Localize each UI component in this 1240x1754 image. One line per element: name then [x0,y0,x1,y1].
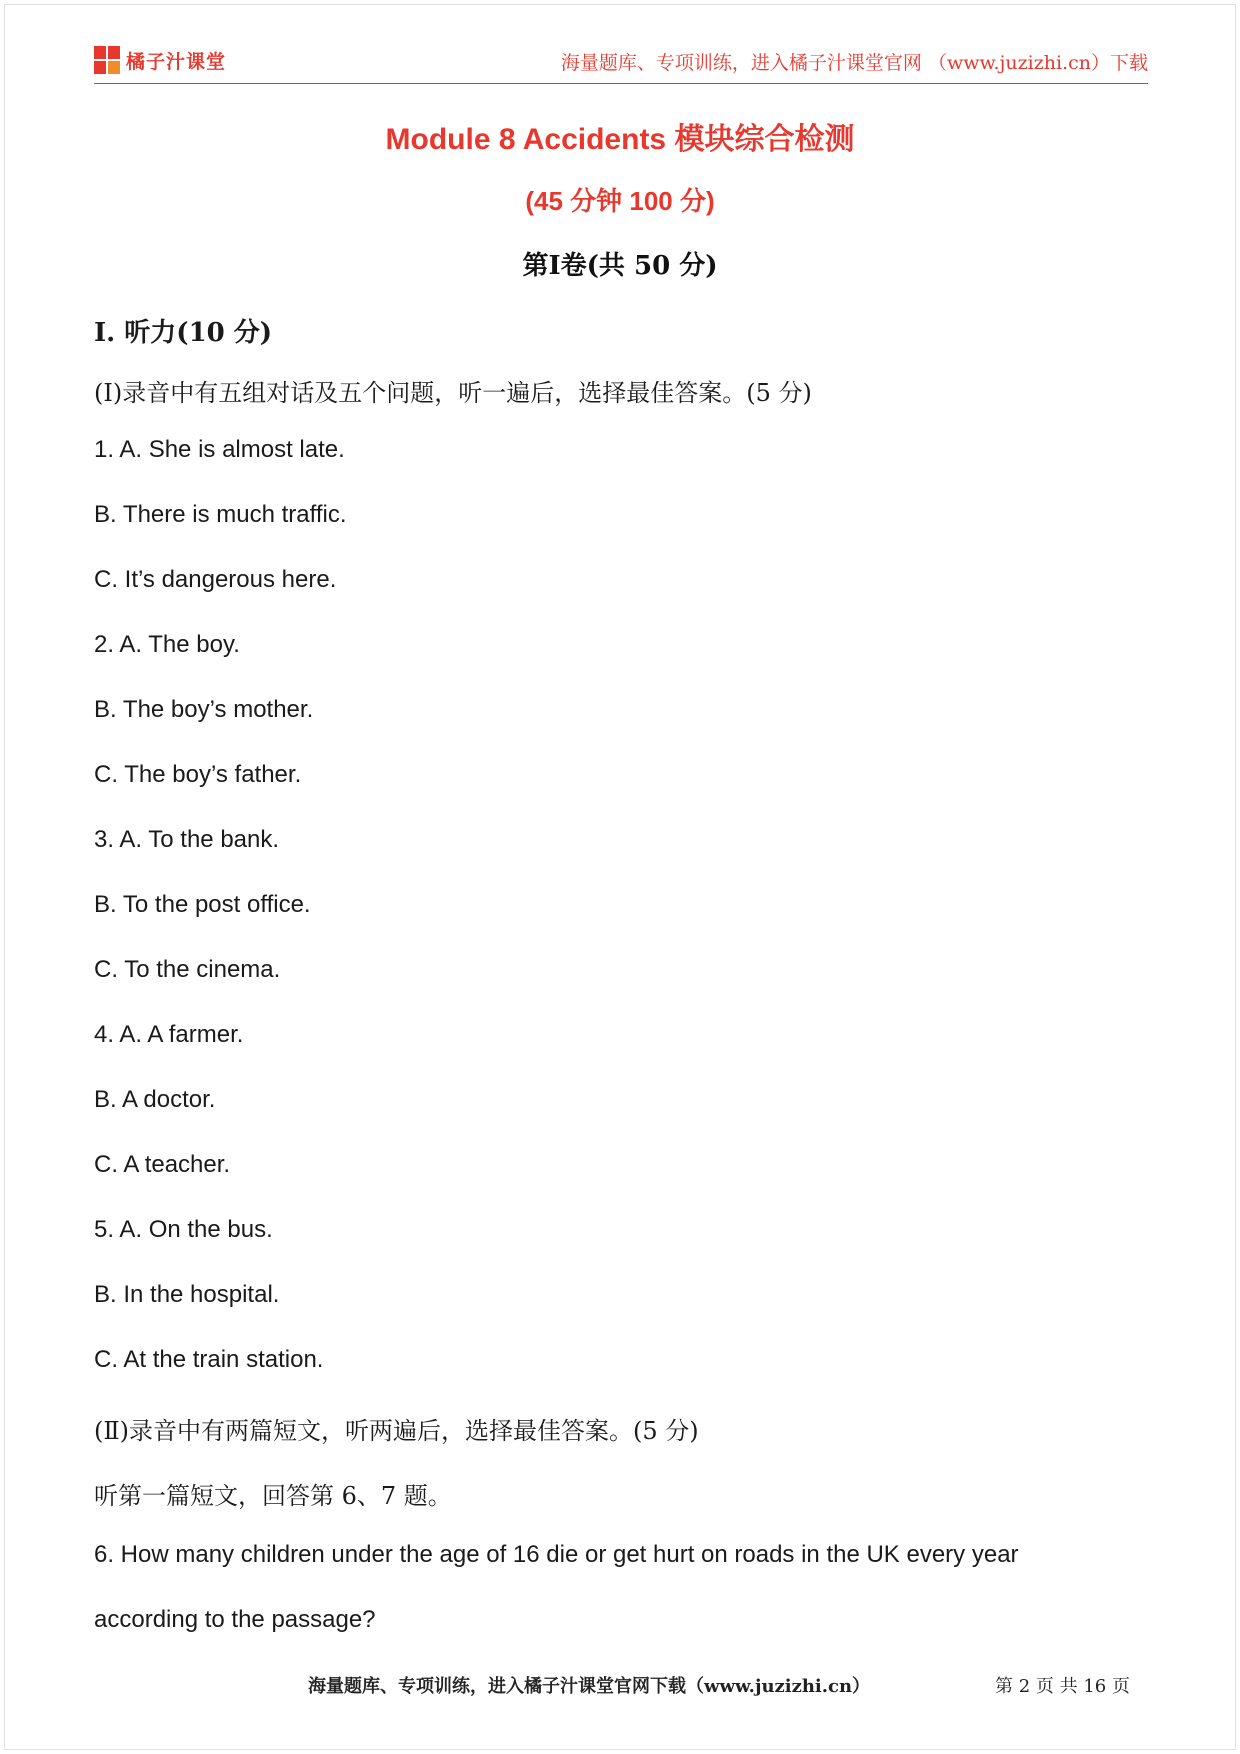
page-title: Module 8 Accidents 模块综合检测 [385,123,855,156]
question-4-option-b: B. A doctor. [94,1086,216,1113]
part-heading: Ⅰ. 听力(10 分) [94,318,273,348]
question-1-option-a: 1. A. She is almost late. [94,436,345,463]
question-1-option-c: C. It’s dangerous here. [94,566,337,593]
passage-1-instruction: 听第一篇短文，回答第 6、7 题。 [94,1482,452,1510]
question-4-option-c: C. A teacher. [94,1151,231,1178]
header-tagline: 海量题库、专项训练，进入橘子汁课堂官网 （www.juzizhi.cn）下载 [560,52,1148,74]
question-3-option-c: C. To the cinema. [94,956,281,983]
question-5-option-c: C. At the train station. [94,1346,324,1373]
section-title: 第Ⅰ卷(共 50 分) [522,251,718,281]
header-divider [94,83,1148,84]
question-4-option-a: 4. A. A farmer. [94,1021,244,1048]
sub-instruction-1: (Ⅰ)录音中有五组对话及五个问题，听一遍后，选择最佳答案。(5 分) [94,379,812,407]
question-3-option-a: 3. A. To the bank. [94,826,280,853]
question-5-option-a: 5. A. On the bus. [94,1216,273,1243]
question-2-option-c: C. The boy’s father. [94,761,302,788]
page-subtitle: (45 分钟 100 分) [525,186,715,216]
question-5-option-b: B. In the hospital. [94,1281,280,1308]
logo [94,44,226,76]
question-2-option-a: 2. A. The boy. [94,631,240,658]
question-6-text: 6. How many children under the age of 16 die or get hurt on roads in the UK every year [94,1541,1019,1568]
logo-text: 橘子汁课堂 [126,50,227,73]
footer-tagline: 海量题库、专项训练，进入橘子汁课堂官网下载（www.juzizhi.cn） [308,1676,871,1697]
question-6-text-continued: according to the passage? [94,1606,376,1633]
question-1-option-b: B. There is much traffic. [94,501,347,528]
logo-icon [94,46,122,74]
question-2-option-b: B. The boy’s mother. [94,696,314,723]
page-header [94,44,1148,84]
page-number: 第 2 页 共 16 页 [995,1676,1130,1697]
sub-instruction-2: (Ⅱ)录音中有两篇短文，听两遍后，选择最佳答案。(5 分) [94,1417,699,1445]
question-3-option-b: B. To the post office. [94,891,311,918]
